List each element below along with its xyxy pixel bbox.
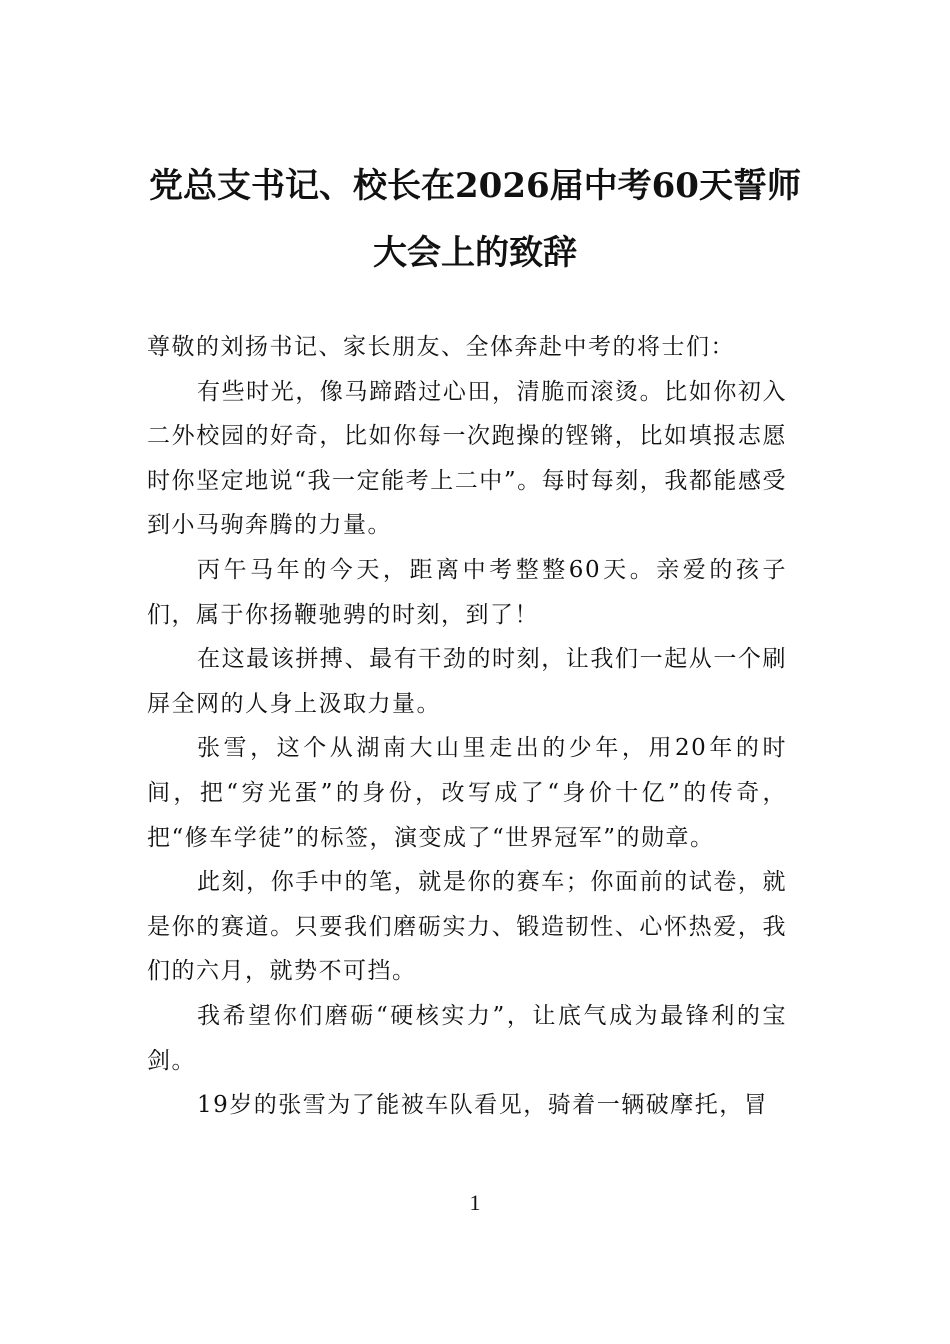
paragraph: 张雪，这个从湖南大山里走出的少年，用20年的时间，把“穷光蛋”的身份，改写成了“身价十亿”的传奇，把“修车学徒”的标签，演变成了“世界冠军”的勋章。 bbox=[147, 735, 787, 851]
page-number: 1 bbox=[469, 1190, 481, 1215]
paragraph: 此刻，你手中的笔，就是你的赛车；你面前的试卷，就是你的赛道。只要我们磨砺实力、锻造韧性、心怀热爱，我们的六月，就势不可挡。 bbox=[147, 869, 787, 985]
paragraph: 我希望你们磨砺“硬核实力”，让底气成为最锋利的宝剑。 bbox=[147, 1002, 787, 1074]
paragraph: 有些时光，像马蹄踏过心田，清脆而滚烫。比如你初入二外校园的好奇，比如你每一次跑操的铿锵，比如填报志愿时你坚定地说“我一定能考上二中”。每时每刻，我都能感受到小马驹奔腾的力量。 bbox=[147, 378, 787, 539]
paragraph: 丙午马年的今天，距离中考整整60天。亲爱的孩子们，属于你扬鞭驰骋的时刻，到了！ bbox=[147, 556, 787, 628]
paragraph: 在这最该拼搏、最有干劲的时刻，让我们一起从一个刷屏全网的人身上汲取力量。 bbox=[147, 646, 787, 717]
paragraph: 19岁的张雪为了能被车队看见，骑着一辆破摩托，冒 bbox=[197, 1092, 769, 1119]
document-body bbox=[147, 325, 787, 1128]
document-title-line-1: 党总支书记、校长在2026届中考60天誓师 bbox=[149, 166, 801, 206]
salutation: 尊敬的刘扬书记、家长朋友、全体奔赴中考的将士们： bbox=[147, 334, 735, 360]
document-title-line-2: 大会上的致辞 bbox=[373, 233, 577, 273]
